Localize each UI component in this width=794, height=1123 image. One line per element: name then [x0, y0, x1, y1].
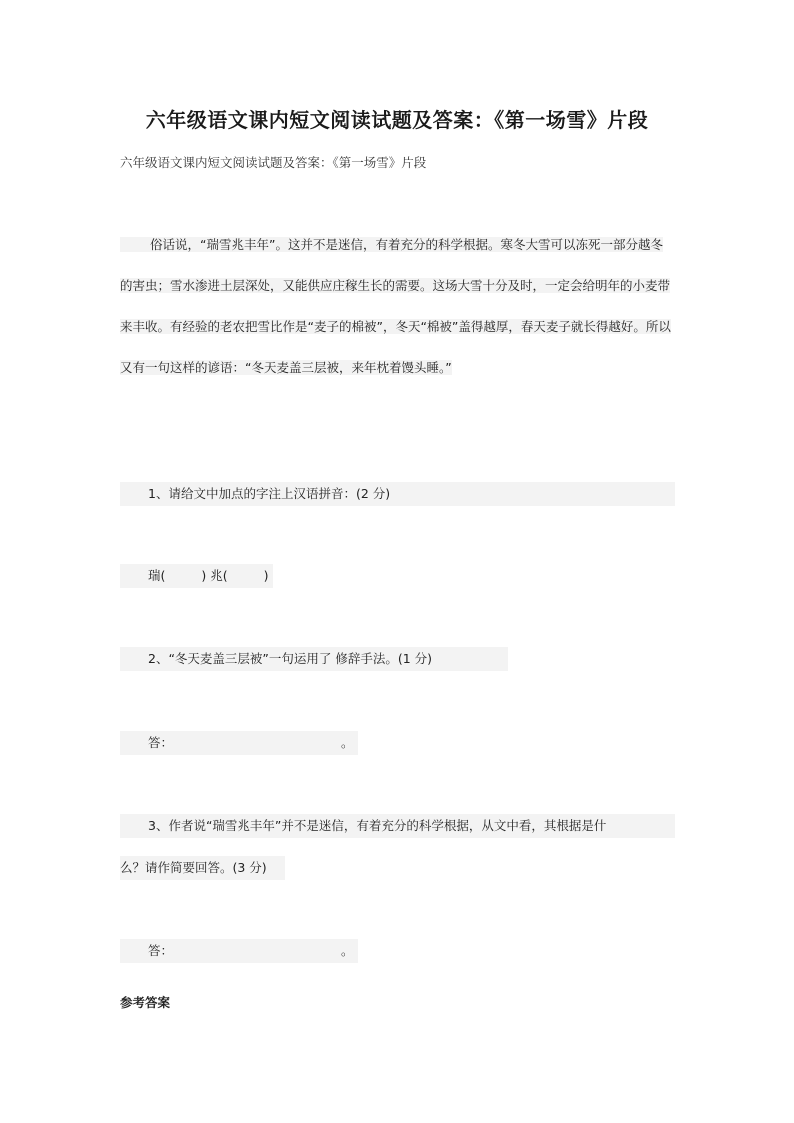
blank-1-label: 瑞(	[148, 568, 166, 583]
question-1-text: 1、请给文中加点的字注上汉语拼音：(2 分)	[148, 486, 391, 501]
answer-3-label: 答：	[148, 943, 174, 958]
question-1-blanks	[120, 564, 273, 588]
answer-2-label: 答：	[148, 735, 174, 750]
question-3-line1: 3、作者说“瑞雪兆丰年”并不是迷信，有着充分的科学根据，从文中看，其根据是什	[148, 818, 607, 833]
question-3	[120, 814, 675, 838]
page-subtitle: 六年级语文课内短文阅读试题及答案：《第一场雪》片段	[120, 155, 427, 170]
reference-answer-heading: 参考答案	[120, 995, 171, 1010]
blank-2-close: )	[263, 568, 269, 583]
blank-2-label: 兆(	[210, 568, 228, 583]
question-2	[120, 647, 508, 671]
blank-1-close: )	[201, 568, 207, 583]
question-3-answer	[120, 939, 358, 963]
question-3-line2-wrap	[120, 856, 285, 880]
passage	[120, 224, 675, 388]
answer-3-end: 。	[341, 943, 354, 958]
answer-2-end: 。	[341, 735, 354, 750]
passage-text: 俗话说，“瑞雪兆丰年”。这并不是迷信，有着充分的科学根据。寒冬大雪可以冻死一部分越冬的害虫；雪水渗进土层深处，又能供应庄稼生长的需要。这场大雪十分及时，一定会给明年的小麦带来丰收。有经验的老农把雪比作是“麦子的棉被”，冬天“棉被”盖得越厚，春天麦子就长得越好。所以又有一句这样的谚语：“冬天麦盖三层被，来年枕着馒头睡。”	[120, 237, 671, 375]
question-2-text: 2、“冬天麦盖三层被”一句运用了 修辞手法。(1 分)	[148, 651, 433, 666]
question-1	[120, 482, 675, 506]
question-2-answer	[120, 731, 358, 755]
page-title: 六年级语文课内短文阅读试题及答案：《第一场雪》片段	[145, 108, 649, 132]
question-3-line2: 么？请作简要回答。(3 分)	[120, 860, 267, 875]
